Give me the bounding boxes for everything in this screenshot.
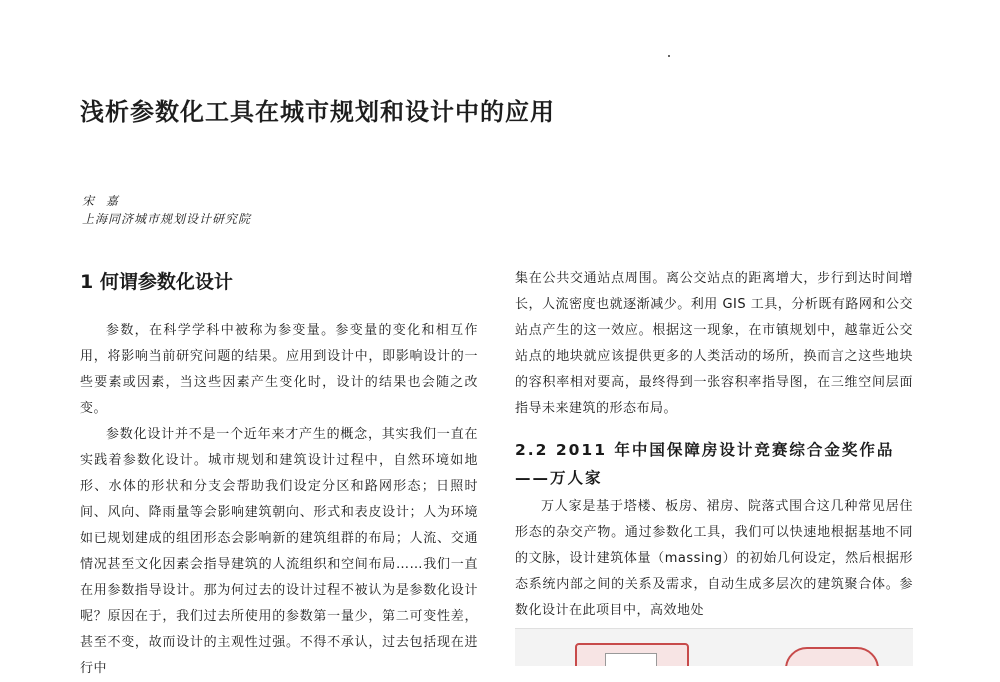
paragraph-parameter-definition: 参数，在科学学科中被称为参变量。参变量的变化和相互作用，将影响当前研究问题的结果。应用到设计中，即影响设计的一些要素或因素，当这些因素产生变化时，设计的结果也会随之改变。 — [80, 323, 478, 416]
author-affiliation: 上海同济城市规划设计研究院 — [82, 212, 252, 226]
left-column — [80, 268, 478, 682]
author-name: 宋 嘉 — [82, 194, 122, 208]
paragraph-transit-density: 集在公共交通站点周围。离公交站点的距离增大，步行到达时间增长，人流密度也就逐渐减少。利用 GIS 工具，分析既有路网和公交站点产生的这一效应。根据这一现象，在市镇规划中，越靠近公交站点的地块就应该提供更多的人类活动的场所，换而言之这些地块的容积率相对要高，最终得到一张容积率指导图，在三维空间层面指导未来建筑的形态布局。 — [515, 271, 913, 416]
figure-block-right — [785, 647, 879, 666]
right-column — [515, 266, 913, 624]
paragraph-wanrenjia: 万人家是基于塔楼、板房、裙房、院落式围合这几种常见居住形态的杂交产物。通过参数化工具，我们可以快速地根据基地不同的文脉，设计建筑体量（massing）的初始几何设定，然后根据形态系统内部之间的关系及需求，自动生成多层次的建筑聚合体。参数化设计在此项目中，高效地处 — [515, 499, 913, 618]
figure-inner-block — [605, 653, 657, 666]
speck-mark — [668, 55, 670, 57]
section-heading-2-2: 2.2 2011 年中国保障房设计竞赛综合金奖作品——万人家 — [515, 441, 895, 487]
section-heading-1: 1 何谓参数化设计 — [80, 271, 233, 293]
paper-title: 浅析参数化工具在城市规划和设计中的应用 — [80, 98, 555, 126]
project-figure — [515, 628, 913, 666]
paragraph-parametric-practice: 参数化设计并不是一个近年来才产生的概念，其实我们一直在实践着参数化设计。城市规划和建筑设计过程中，自然环境如地形、水体的形状和分支会帮助我们设定分区和路网形态；日照时间、风向、降雨量等会影响建筑朝向、形式和表皮设计；人为环境如已规划建成的组团形态会影响新的建筑组群的布局；人流、交通情况甚至文化因素会指导建筑的人流组织和空间布局……我们一直在用参数指导设计。那为何过去的设计过程不被认为是参数化设计呢？原因在于，我们过去所使用的参数第一量少，第二可变性差，甚至不变，故而设计的主观性过强。不得不承认，过去包括现在进行中 — [80, 427, 478, 676]
